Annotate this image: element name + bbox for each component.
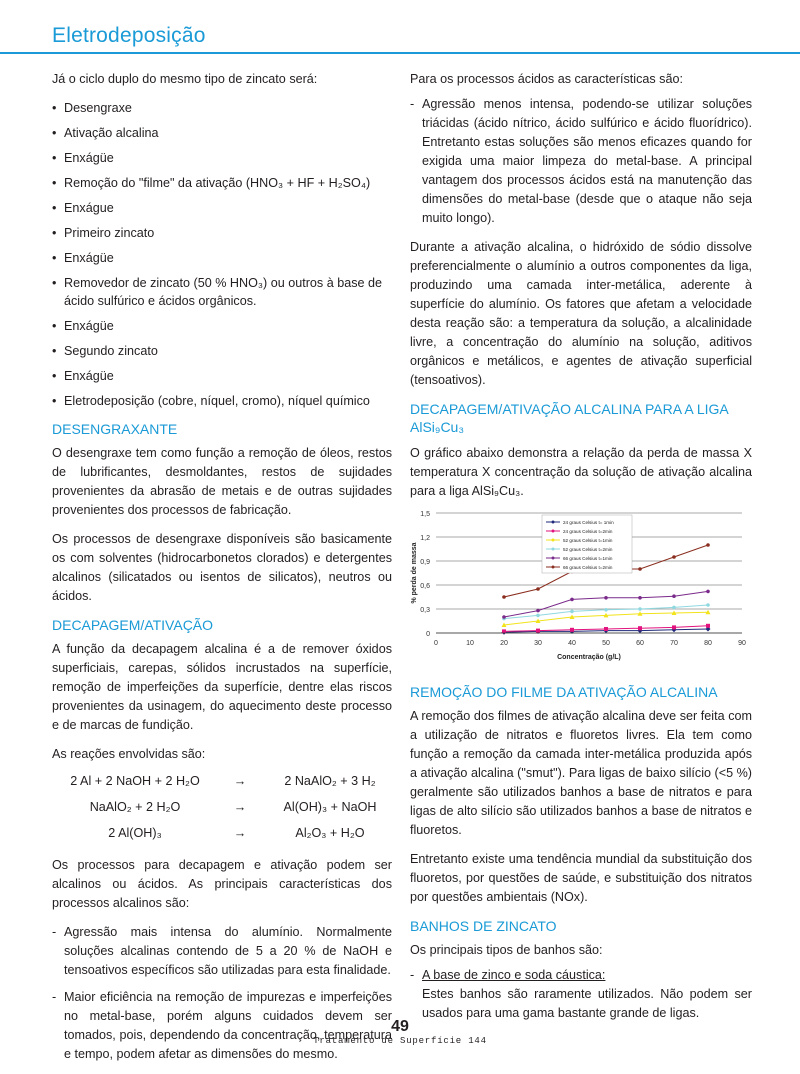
cycle-list [52, 99, 392, 410]
list-item [410, 966, 752, 1023]
list-item: • Eletrodeposição (cobre, níquel, cromo), níquel químico [52, 392, 392, 410]
legend-label: 66 graus Celsius t=2min [563, 565, 613, 570]
legend-label: 66 graus Celsius t=1min [563, 556, 613, 561]
magazine-footer: Tratamento de Superfície 144 [313, 1036, 487, 1046]
paragraph: Durante a ativação alcalina, o hidróxido de sódio dissolve preferencialmente o alumínio a outros componentes da liga, produzindo uma camada inter-metálica, aderente à superfície do alumínio. Os fatores que afetam a velocidade desta reação são: a temperatura da solução, a alcalinidade livre, a concentração do alumínio na solução, aditivos orgânicos e metálicos, e agentes de ativação superficial (tensoativos). [410, 240, 752, 387]
list-item: • Removedor de zincato (50 % HNO₃) ou outros à base de ácido sulfúrico e ácidos orgânicos. [52, 274, 392, 310]
data-point [604, 608, 608, 612]
x-tick-label: 90 [738, 640, 746, 647]
x-tick-label: 70 [670, 640, 678, 647]
y-tick-label: 1,5 [420, 511, 430, 518]
list-item: • Primeiro zincato [52, 224, 392, 242]
x-tick-label: 40 [568, 640, 576, 647]
list-item: • Enxágüe [52, 367, 392, 385]
mass-loss-chart [402, 505, 752, 665]
section-heading-liga-line1: DECAPAGEM/ATIVAÇÃO ALCALINA PARA A LIGA [410, 401, 729, 417]
data-point [638, 607, 642, 611]
page-header-title: Eletrodeposição [52, 24, 206, 47]
list-item: • Ativação alcalina [52, 124, 392, 142]
zincato-item-text: Estes banhos são raramente utilizados. Não podem ser usados para uma gama bastante grande de ligas. [422, 987, 752, 1020]
legend-label: 52 graus Celsius t=2min [563, 547, 613, 552]
data-point [536, 629, 540, 633]
legend-marker [552, 566, 555, 569]
legend-marker [552, 539, 555, 542]
header-rule [0, 52, 800, 54]
legend-label: 24 graus Celsius t= 1min [563, 520, 614, 525]
data-point [672, 625, 676, 629]
data-point [536, 587, 540, 591]
reaction-arrow: → [233, 825, 247, 840]
data-point [706, 603, 710, 607]
paragraph: O gráfico abaixo demonstra a relação da perda de massa X temperatura X concentração da solução de ativação alcalina para a liga AlSi₉Cu₃. [410, 446, 752, 498]
data-point [570, 598, 574, 602]
paragraph: A remoção dos filmes de ativação alcalina deve ser feita com a utilização de nitratos e fluoretos livres. Ela tem como função a remoção da camada inter-metálica produzida após a ativação alcalina ("smut"). Para ligas de baixo silício (<5 %) geralmente são utilizados banhos a base de nitratos e para ligas de alto silício são utilizados banhos a base de nitratos e fluoretos. [410, 709, 752, 837]
x-tick-label: 20 [500, 640, 508, 647]
y-tick-label: 0 [426, 631, 430, 638]
x-tick-label: 60 [636, 640, 644, 647]
data-point [638, 567, 642, 571]
paragraph: Os principais tipos de banhos são: [410, 943, 603, 957]
x-tick-label: 30 [534, 640, 542, 647]
list-item: • Enxágüe [52, 317, 392, 335]
section-heading-remocao: REMOÇÃO DO FILME DA ATIVAÇÃO ALCALINA [410, 684, 718, 700]
data-point [502, 595, 506, 599]
x-tick-label: 0 [434, 640, 438, 647]
data-point [672, 555, 676, 559]
list-item: • Segundo zincato [52, 342, 392, 360]
list-item: - Maior eficiência na remoção de impurezas e imperfeições no metal-base, porém alguns cuidados devem ser tomados, pois, dependendo da concentração, temperatura e tempo, podem afetar as dimensões do mesmo. [52, 988, 392, 1064]
x-tick-label: 10 [466, 640, 474, 647]
legend-marker [552, 530, 555, 533]
reaction-left: 2 Al + 2 NaOH + 2 H₂O [70, 773, 200, 788]
list-item: - Agressão menos intensa, podendo-se utilizar soluções triácidas (ácido nítrico, ácido sulfúrico e ácido fluorídrico). Entretanto estas soluções são menos eficazes quando for exigida uma maior limpeza do metal-base. A principal vantagem dos processos ácidos está na manutenção das dimensões do metal-base (desde que o ataque não seja muito longo). [410, 95, 752, 228]
list-item: • Enxágüe [52, 149, 392, 167]
y-tick-label: 0,9 [420, 559, 430, 566]
zincato-list [410, 966, 752, 1023]
paragraph: Entretanto existe uma tendência mundial da substituição dos fluoretos, por questões de saúde, e substituição dos nitratos por questões ambientais (NOx). [410, 852, 752, 904]
x-axis-label: Concentração (g/L) [557, 654, 621, 661]
x-tick-label: 50 [602, 640, 610, 647]
reaction-right: 2 NaAlO₂ + 3 H₂ [284, 773, 376, 788]
data-point [536, 609, 540, 613]
reaction-row [60, 768, 390, 794]
zincato-item-title: A base de zinco e soda cáustica: [422, 968, 606, 982]
data-point [706, 624, 710, 628]
data-point [706, 543, 710, 547]
reaction-right: Al(OH)₃ + NaOH [283, 799, 377, 814]
section-heading-desengraxante: DESENGRAXANTE [52, 421, 178, 437]
legend-label: 24 graus Celsius t=2min [563, 529, 613, 534]
data-point [502, 615, 506, 619]
x-tick-label: 80 [704, 640, 712, 647]
cycle-intro: Já o ciclo duplo do mesmo tipo de zincato será: [52, 72, 318, 86]
y-axis-label: % perda de massa [411, 542, 418, 604]
paragraph: As reações envolvidas são: [52, 747, 206, 761]
paragraph: Os processos de desengraxe disponíveis são basicamente os com solventes (hidrocarbonetos clorados) e detergentes alcalinos (silicatados ou isentos de silicatos), neutros ou ácidos. [52, 532, 392, 603]
section-heading-zincato: BANHOS DE ZINCATO [410, 918, 557, 934]
legend-label: 52 graus Celsius t=1min [563, 538, 613, 543]
paragraph: Para os processos ácidos as características são: [410, 72, 683, 86]
y-tick-label: 0,6 [420, 583, 430, 590]
legend-marker [552, 557, 555, 560]
list-item: • Desengraxe [52, 99, 392, 117]
paragraph: Os processos para decapagem e ativação podem ser alcalinos ou ácidos. As principais características dos processos alcalinos são: [52, 858, 392, 910]
data-point [638, 626, 642, 630]
data-point [706, 590, 710, 594]
list-item: - Agressão mais intensa do alumínio. Normalmente soluções alcalinas contendo de 5 a 20 % de NaOH e tensoativos específicos são utilizadas para esta finalidade. [52, 923, 392, 980]
reaction-row [60, 820, 390, 846]
paragraph: A função da decapagem alcalina é a de remover óxidos superficiais, carepas, sólidos incrustados na superfície, remoção de imperfeições da superfície, dentre elas riscos provenientes da usinagem, do aquecimento deste processo e de marcas de fundição. [52, 642, 392, 732]
legend-marker [552, 548, 555, 551]
section-heading-liga-line2: AlSi₉Cu₃ [410, 419, 465, 435]
reaction-left: 2 Al(OH)₃ [108, 825, 162, 840]
list-item: • Enxágüe [52, 249, 392, 267]
left-column [52, 70, 392, 1074]
data-point [604, 596, 608, 600]
y-tick-label: 0,3 [420, 607, 430, 614]
legend-marker [552, 521, 555, 524]
reaction-right: Al₂O₃ + H₂O [295, 825, 365, 840]
reaction-arrow: → [233, 773, 247, 788]
reactions-table [60, 768, 390, 846]
data-point [672, 606, 676, 610]
section-heading-decapagem: DECAPAGEM/ATIVAÇÃO [52, 617, 214, 633]
reaction-row [60, 794, 390, 820]
chart-legend [542, 515, 632, 573]
data-point [570, 610, 574, 614]
acid-traits-list [410, 95, 752, 228]
right-column [410, 70, 752, 1033]
reaction-arrow: → [233, 799, 247, 814]
section-heading-liga [410, 400, 752, 436]
reaction-left: NaAlO₂ + 2 H₂O [89, 799, 181, 814]
data-point [638, 596, 642, 600]
data-point [570, 628, 574, 632]
list-item: • Remoção do "filme" da ativação (HNO₃ + HF + H₂SO₄) [52, 174, 392, 192]
data-point [536, 614, 540, 618]
data-point [672, 594, 676, 598]
y-tick-label: 1,2 [420, 535, 430, 542]
list-item: • Enxágue [52, 199, 392, 217]
page-number: 49 [391, 1018, 409, 1035]
paragraph: O desengraxe tem como função a remoção de óleos, restos de lubrificantes, desmoldantes, restos de sujidades provenientes da abrasão de metais e de outras sujidades provenientes dos processos de fabricação. [52, 446, 392, 517]
chart-svg [402, 505, 752, 665]
data-point [604, 627, 608, 631]
